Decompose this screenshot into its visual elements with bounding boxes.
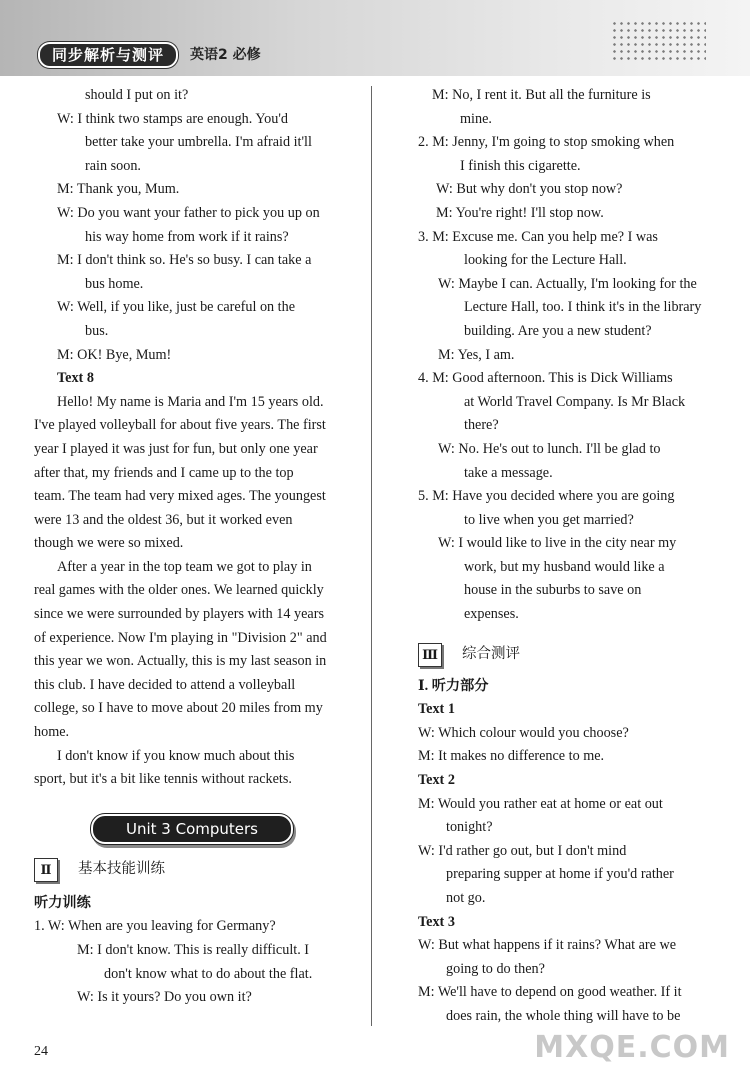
right-text-block [418, 84, 708, 627]
text-line: don't know what to do about the flat. [104, 965, 313, 982]
text-line: I don't know if you know much about this [57, 747, 295, 764]
text-line: work, but my husband would like a [464, 558, 665, 575]
text-line: M: It makes no difference to me. [418, 748, 605, 765]
text-line: W: Is it yours? Do you own it? [77, 989, 252, 1006]
text-line: W: I'd rather go out, but I don't mind [418, 842, 627, 859]
text-line: rain soon. [85, 157, 141, 174]
text-line: his way home from work if it rains? [85, 228, 289, 245]
left-text-block-2 [34, 892, 350, 1010]
text-line: 5. M: Have you decided where you are going [418, 488, 675, 505]
text-line: 听力训练 [34, 894, 91, 911]
text-line: Text 3 [418, 913, 455, 930]
text-line: M: No, I rent it. But all the furniture is [432, 87, 651, 103]
text-line: looking for the Lecture Hall. [464, 252, 627, 269]
text-line: Text 8 [57, 370, 94, 387]
text-line: Ⅰ. 听力部分 [418, 677, 489, 694]
text-line: not go. [446, 890, 486, 906]
text-line: college, so I have to move about 20 miles from my [34, 700, 323, 717]
text-line: better take your umbrella. I'm afraid it'll [85, 134, 312, 151]
text-line: M: OK! Bye, Mum! [57, 346, 172, 363]
section-heading-basic-skills [34, 854, 350, 886]
text-line: expenses. [464, 606, 519, 623]
text-line: After a year in the top team we got to play in [57, 558, 312, 575]
text-line: W: No. He's out to lunch. I'll be glad to [438, 440, 661, 457]
right-text-block-2 [418, 675, 708, 1029]
text-line: M: Yes, I am. [438, 346, 515, 363]
text-line: M: Would you rather eat at home or eat out [418, 795, 663, 812]
text-line: W: I think two stamps are enough. You'd [57, 110, 288, 127]
text-line: 1. W: When are you leaving for Germany? [34, 918, 276, 935]
section-numeral-box: Ⅲ [418, 643, 442, 667]
section-numeral-box: Ⅱ [34, 858, 58, 882]
text-line: Hello! My name is Maria and I'm 15 years old. [57, 393, 324, 410]
text-line: sport, but it's a bit like tennis without rackets. [34, 771, 292, 788]
text-line: to live when you get married? [464, 511, 634, 528]
text-line: Text 1 [418, 701, 455, 718]
text-line: team. The team had very mixed ages. The youngest [34, 488, 326, 505]
text-line: this year we won. Actually, this is my last season in [34, 653, 327, 670]
text-line: take a message. [464, 464, 553, 481]
text-line: W: Do you want your father to pick you up on [57, 204, 320, 221]
section-heading-comprehensive [418, 639, 708, 671]
text-line: M: Thank you, Mum. [57, 181, 180, 198]
text-line: I finish this cigarette. [460, 157, 581, 174]
section-title: 基本技能训练 [78, 861, 165, 878]
page-header [0, 0, 750, 76]
text-line: house in the suburbs to save on [464, 582, 642, 599]
left-text-block [34, 84, 350, 792]
text-line: of experience. Now I'm playing in "Division 2" and [34, 629, 327, 646]
text-line: W: But why don't you stop now? [436, 181, 623, 198]
text-line: 4. M: Good afternoon. This is Dick Williams [418, 370, 673, 387]
text-line: there? [464, 417, 499, 434]
text-line: M: I don't think so. He's so busy. I can take a [57, 252, 312, 269]
watermark-logo: MXQE.COM [534, 1030, 730, 1065]
text-line: Lecture Hall, too. I think it's in the library [464, 299, 702, 316]
text-line: W: Which colour would you choose? [418, 724, 629, 741]
text-line: after that, my friends and I came up to the top [34, 464, 294, 481]
text-line: W: Well, if you like, just be careful on the [57, 299, 296, 316]
column-divider [371, 86, 372, 1026]
text-line: M: You're right! I'll stop now. [436, 204, 604, 221]
text-line: W: Maybe I can. Actually, I'm looking for the [438, 275, 697, 292]
section-title: 综合测评 [462, 645, 520, 662]
text-line: 2. M: Jenny, I'm going to stop smoking when [418, 134, 675, 151]
text-line: W: But what happens if it rains? What are we [418, 937, 677, 954]
text-line: bus home. [85, 275, 144, 292]
text-line: does rain, the whole thing will have to be [446, 1007, 681, 1024]
text-line: M: I don't know. This is really difficult. I [77, 942, 310, 958]
unit-banner: Unit 3 Computers [91, 814, 293, 844]
page-number: 24 [34, 1044, 48, 1059]
text-line: at World Travel Company. Is Mr Black [464, 393, 686, 410]
text-line: M: We'll have to depend on good weather. If it [418, 984, 682, 1001]
book-subtitle: 英语2 必修 [190, 47, 261, 63]
text-line: real games with the older ones. We learned quickly [34, 582, 324, 599]
text-line: 3. M: Excuse me. Can you help me? I was [418, 228, 658, 245]
text-line: I've played volleyball for about five years. The first [34, 417, 326, 434]
text-line: should I put on it? [85, 87, 189, 103]
text-line: going to do then? [446, 960, 545, 977]
text-line: tonight? [446, 819, 493, 836]
text-line: bus. [85, 322, 109, 339]
text-line: this club. I have decided to attend a volleyball [34, 676, 296, 693]
text-line: though we were so mixed. [34, 535, 184, 552]
text-line: since we were surrounded by players with 14 years [34, 606, 324, 623]
right-column [418, 84, 708, 1029]
text-line: year I played it was just for fun, but only one year [34, 440, 318, 457]
text-line: Text 2 [418, 772, 455, 789]
text-line: W: I would like to live in the city near my [438, 535, 677, 552]
text-line: home. [34, 724, 70, 741]
left-column [34, 84, 350, 1010]
book-title: 同步解析与测评 [38, 42, 178, 68]
text-line: mine. [460, 110, 492, 127]
text-line: building. Are you a new student? [464, 322, 652, 339]
text-line: were 13 and the oldest 36, but it worked even [34, 511, 293, 528]
header-dot-pattern [611, 20, 706, 64]
text-line: preparing supper at home if you'd rather [446, 866, 674, 883]
